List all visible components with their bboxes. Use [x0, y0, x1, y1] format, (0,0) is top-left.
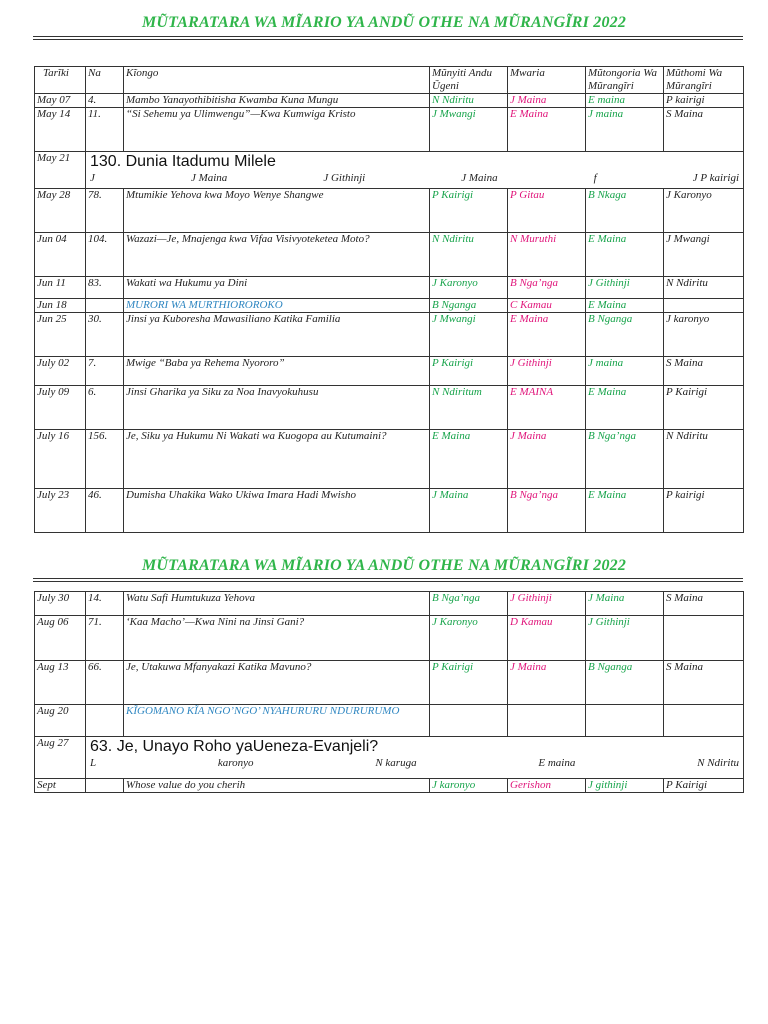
schedule-table-2 — [34, 591, 744, 793]
row-number: 78. — [86, 189, 124, 233]
row-munyiti: B Nga’nga — [430, 592, 508, 616]
row-mutongoria: E Maina — [586, 386, 664, 430]
row-munyiti: J Karonyo — [430, 277, 508, 299]
row-date: July 16 — [35, 430, 86, 489]
row-topic: Whose value do you cherih — [124, 779, 430, 793]
schedule-row — [35, 592, 744, 616]
row-muthomi: S Maina — [664, 661, 744, 705]
participant-name: L — [90, 757, 97, 769]
row-munyiti: J Karonyo — [430, 616, 508, 661]
header-mwaria: Mwaria — [508, 67, 586, 94]
row-topic: Wazazi—Je, Mnajenga kwa Vifaa Visivyoteketea Moto? — [124, 233, 430, 277]
row-muthomi: P Kairigi — [664, 386, 744, 430]
row-date: Aug 06 — [35, 616, 86, 661]
row-mwaria — [508, 705, 586, 737]
row-mwaria: J Maina — [508, 661, 586, 705]
row-wide-cell — [86, 152, 744, 189]
row-topic: ‘Kaa Macho’—Kwa Nini na Jinsi Gani? — [124, 616, 430, 661]
row-topic: KĨGOMANO KĨA NGO’NGO’ NYAHURURU NDURURUMO — [124, 705, 430, 737]
header-munyiti: Mũnyiti Andu Ũgeni — [430, 67, 508, 94]
schedule-row — [35, 233, 744, 277]
header-mutongoria: Mũtongoria Wa Mũrangĩri — [586, 67, 664, 94]
schedule-row — [35, 299, 744, 313]
row-number: 7. — [86, 357, 124, 386]
row-mwaria: E Maina — [508, 313, 586, 357]
row-date: Jun 25 — [35, 313, 86, 357]
row-munyiti: E Maina — [430, 430, 508, 489]
schedule-row — [35, 313, 744, 357]
row-topic: Je, Utakuwa Mfanyakazi Katika Mavuno? — [124, 661, 430, 705]
row-muthomi: P Kairigi — [664, 779, 744, 793]
schedule-table-1 — [34, 66, 744, 533]
schedule-row — [35, 277, 744, 299]
row-munyiti: N Ndiritu — [430, 94, 508, 108]
header-kiongo: Kĩongo — [124, 67, 430, 94]
row-munyiti: P Kairigi — [430, 189, 508, 233]
row-mwaria: J Githinji — [508, 592, 586, 616]
row-date: Aug 20 — [35, 705, 86, 737]
row-number: 156. — [86, 430, 124, 489]
row-muthomi — [664, 616, 744, 661]
row-number: 6. — [86, 386, 124, 430]
participant-name: J Maina — [461, 172, 498, 184]
row-muthomi: S Maina — [664, 592, 744, 616]
row-topic: Wakati wa Hukumu ya Dini — [124, 277, 430, 299]
row-mwaria: C Kamau — [508, 299, 586, 313]
row-muthomi — [664, 705, 744, 737]
row-mwaria: N Muruthi — [508, 233, 586, 277]
row-number: 71. — [86, 616, 124, 661]
row-topic: 63. Je, Unayo Roho yaUeneza-Evanjeli? — [90, 738, 379, 755]
row-mutongoria: E Maina — [586, 489, 664, 533]
row-mwaria: P Gitau — [508, 189, 586, 233]
row-mutongoria: B Nganga — [586, 313, 664, 357]
row-mutongoria: J maina — [586, 108, 664, 152]
row-mwaria: J Maina — [508, 430, 586, 489]
row-mutongoria: E Maina — [586, 233, 664, 277]
row-mutongoria: E maina — [586, 94, 664, 108]
participant-name: J P kairigi — [692, 172, 739, 184]
row-date: May 21 — [35, 152, 86, 189]
row-munyiti: B Nganga — [430, 299, 508, 313]
row-date: Jun 04 — [35, 233, 86, 277]
participant-name: N karuga — [375, 757, 417, 769]
row-participants — [90, 757, 739, 770]
schedule-row — [35, 661, 744, 705]
row-mutongoria: B Nganga — [586, 661, 664, 705]
row-mutongoria: B Nkaga — [586, 189, 664, 233]
row-mwaria: J Githinji — [508, 357, 586, 386]
participant-name: N Ndiritu — [697, 757, 739, 769]
schedule-row — [35, 489, 744, 533]
schedule-row — [35, 705, 744, 737]
row-number — [86, 705, 124, 737]
row-muthomi — [664, 299, 744, 313]
row-date: July 09 — [35, 386, 86, 430]
schedule-row — [35, 357, 744, 386]
row-muthomi: J Mwangi — [664, 233, 744, 277]
row-participants — [90, 172, 739, 185]
schedule-row — [35, 737, 744, 779]
participant-name: E maina — [538, 757, 576, 769]
row-mutongoria — [586, 705, 664, 737]
row-muthomi: P kairigi — [664, 489, 744, 533]
row-wide-cell — [86, 737, 744, 779]
row-munyiti: J Mwangi — [430, 108, 508, 152]
row-munyiti: P Kairigi — [430, 357, 508, 386]
row-topic: MURORI WA MURTHIOROROKO — [124, 299, 430, 313]
header-row — [35, 67, 744, 94]
schedule-row — [35, 779, 744, 793]
row-number: 14. — [86, 592, 124, 616]
header-muthomi: Mũthomi Wa Mũrangĩri — [664, 67, 744, 94]
row-number: 46. — [86, 489, 124, 533]
row-mwaria: B Nga’nga — [508, 277, 586, 299]
row-number: 4. — [86, 94, 124, 108]
row-munyiti: J Mwangi — [430, 313, 508, 357]
row-muthomi: P kairigi — [664, 94, 744, 108]
row-date: July 23 — [35, 489, 86, 533]
row-number: 83. — [86, 277, 124, 299]
row-date: Jun 11 — [35, 277, 86, 299]
row-topic: Je, Siku ya Hukumu Ni Wakati wa Kuogopa au Kutumaini? — [124, 430, 430, 489]
row-number: 104. — [86, 233, 124, 277]
row-mutongoria: B Nga’nga — [586, 430, 664, 489]
row-mutongoria: J maina — [586, 357, 664, 386]
header-tariki: Tarĩki — [35, 67, 86, 94]
row-mwaria: J Maina — [508, 94, 586, 108]
row-topic: Jinsi Gharika ya Siku za Noa Inavyokuhusu — [124, 386, 430, 430]
row-muthomi: N Ndiritu — [664, 430, 744, 489]
participant-name: f — [593, 172, 597, 184]
participant-name: J — [90, 172, 95, 184]
row-topic: Mwige “Baba ya Rehema Nyororo” — [124, 357, 430, 386]
row-date: Aug 13 — [35, 661, 86, 705]
row-mutongoria: J Maina — [586, 592, 664, 616]
row-mwaria: E MAINA — [508, 386, 586, 430]
row-muthomi: S Maina — [664, 108, 744, 152]
row-number — [86, 299, 124, 313]
row-mutongoria: E Maina — [586, 299, 664, 313]
row-date: Aug 27 — [35, 737, 86, 779]
schedule-row — [35, 386, 744, 430]
header-na: Na — [86, 67, 124, 94]
schedule-row — [35, 189, 744, 233]
row-munyiti: J karonyo — [430, 779, 508, 793]
row-muthomi: S Maina — [664, 357, 744, 386]
row-munyiti — [430, 705, 508, 737]
schedule-row — [35, 152, 744, 189]
row-number: 66. — [86, 661, 124, 705]
row-topic: Jinsi ya Kuboresha Mawasiliano Katika Familia — [124, 313, 430, 357]
row-topic: “Si Sehemu ya Ulimwengu”—Kwa Kumwiga Kristo — [124, 108, 430, 152]
row-topic: 130. Dunia Itadumu Milele — [90, 153, 276, 170]
row-date: July 02 — [35, 357, 86, 386]
row-number: 30. — [86, 313, 124, 357]
row-mutongoria: J Githinji — [586, 616, 664, 661]
row-topic: Mtumikie Yehova kwa Moyo Wenye Shangwe — [124, 189, 430, 233]
row-topic: Watu Safi Humtukuza Yehova — [124, 592, 430, 616]
participant-name: J Maina — [190, 172, 228, 184]
row-topic: Mambo Yanayothibitisha Kwamba Kuna Mungu — [124, 94, 430, 108]
participant-name: karonyo — [217, 757, 254, 769]
row-muthomi: J Karonyo — [664, 189, 744, 233]
title-rule — [33, 36, 743, 40]
row-date: Jun 18 — [35, 299, 86, 313]
row-munyiti: N Ndiritum — [430, 386, 508, 430]
row-muthomi: N Ndiritu — [664, 277, 744, 299]
row-mwaria: B Nga’nga — [508, 489, 586, 533]
page-title: MŨTARATARA WA MĨARIO YA ANDŨ OTHE NA MŨRANGĨRI 2022 — [141, 14, 627, 31]
row-munyiti: N Ndiritu — [430, 233, 508, 277]
schedule-row — [35, 616, 744, 661]
schedule-row — [35, 430, 744, 489]
row-mutongoria: J Githinji — [586, 277, 664, 299]
row-munyiti: J Maina — [430, 489, 508, 533]
row-topic: Dumisha Uhakika Wako Ukiwa Imara Hadi Mwisho — [124, 489, 430, 533]
row-date: July 30 — [35, 592, 86, 616]
row-munyiti: P Kairigi — [430, 661, 508, 705]
page-title-2: MŨTARATARA WA MĨARIO YA ANDŨ OTHE NA MŨRANGĨRI 2022 — [141, 557, 627, 574]
row-date: May 28 — [35, 189, 86, 233]
row-mwaria: Gerishon — [508, 779, 586, 793]
row-date: May 14 — [35, 108, 86, 152]
row-muthomi: J karonyo — [664, 313, 744, 357]
row-date: May 07 — [35, 94, 86, 108]
row-number: 11. — [86, 108, 124, 152]
schedule-row — [35, 94, 744, 108]
row-number — [86, 779, 124, 793]
row-mutongoria: J githinji — [586, 779, 664, 793]
schedule-row — [35, 108, 744, 152]
participant-name: J Githinji — [323, 172, 366, 184]
row-mwaria: E Maina — [508, 108, 586, 152]
row-mwaria: D Kamau — [508, 616, 586, 661]
title-rule-2 — [33, 578, 743, 582]
row-date: Sept — [35, 779, 86, 793]
